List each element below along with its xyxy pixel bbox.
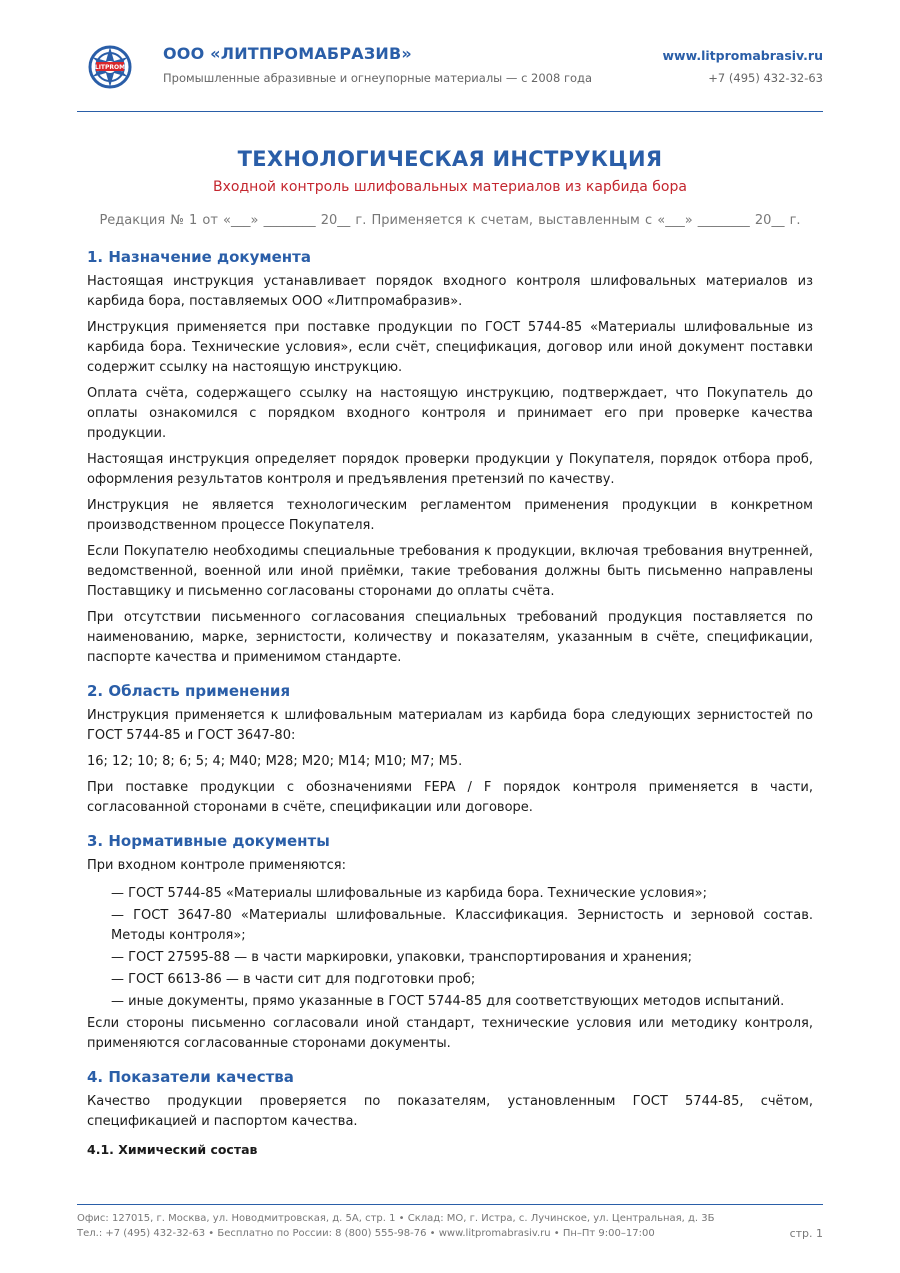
revision-line: Редакция № 1 от «___» ________ 20__ г. Применяется к счетам, выставленным с «___» ________ 20__ г.: [99, 213, 801, 228]
paragraph: Инструкция применяется при поставке продукции по ГОСТ 5744-85 «Материалы шлифовальные из карбида бора. Технические условия», если счёт, спецификация, договор или иной документ поставки содержит ссылку на настоящую инструкцию.: [87, 320, 813, 375]
document-title: ТЕХНОЛОГИЧЕСКАЯ ИНСТРУКЦИЯ: [237, 147, 663, 171]
company-tagline: Промышленные абразивные и огнеупорные материалы — с 2008 года: [163, 71, 593, 85]
paragraph: Инструкция не является технологическим регламентом применения продукции в конкретном производственном процессе Покупателя.: [87, 498, 813, 533]
header-phone: +7 (495) 432-32-63: [708, 71, 823, 85]
website-link[interactable]: www.litpromabrasiv.ru: [662, 48, 823, 63]
list-item: — ГОСТ 6613-86 — в части сит для подготовки проб;: [111, 972, 476, 987]
svg-text:LITPROM: LITPROM: [94, 64, 126, 71]
list-item: — иные документы, прямо указанные в ГОСТ 5744-85 для соответствующих методов испытаний.: [111, 994, 785, 1009]
document-subtitle: Входной контроль шлифовальных материалов из карбида бора: [213, 179, 687, 195]
paragraph: Настоящая инструкция определяет порядок проверки продукции у Покупателя, порядок отбора проб, оформления результатов контроля и предъявления претензий по качеству.: [87, 452, 813, 487]
paragraph: При поставке продукции с обозначениями FEPA / F порядок контроля применяется в части, согласованной сторонами в счёте, спецификации или договоре.: [87, 780, 813, 815]
list-item: — ГОСТ 27595-88 — в части маркировки, упаковки, транспортирования и хранения;: [111, 950, 693, 965]
paragraph: Инструкция применяется к шлифовальным материалам из карбида бора следующих зернистостей по ГОСТ 5744-85 и ГОСТ 3647-80:: [87, 708, 813, 743]
paragraph: При отсутствии письменного согласования специальных требований продукция поставляется по наименованию, марке, зернистости, количеству и показателям, указанным в счёте, спецификации, паспорте качества и применимом стандарте.: [87, 610, 813, 665]
subsection-4-1-title: 4.1. Химический состав: [87, 1142, 258, 1157]
grit-list: 16; 12; 10; 8; 6; 5; 4; М40; М28; М20; М14; М10; М7; М5.: [87, 754, 463, 769]
list-item: — ГОСТ 5744-85 «Материалы шлифовальные из карбида бора. Технические условия»;: [111, 886, 707, 901]
section-2-title: 2. Область применения: [87, 682, 291, 700]
company-logo: [87, 44, 133, 90]
list-item: — ГОСТ 3647-80 «Материалы шлифовальные. Классификация. Зернистость и зерновой состав. Методы контроля»;: [111, 908, 813, 943]
page-number: стр. 1: [789, 1227, 823, 1240]
paragraph: Если Покупателю необходимы специальные требования к продукции, включая требования внутренней, ведомственной, военной или иной приёмки, такие требования должны быть письменно направлены Поставщику и письменно согласованы сторонами до оплаты счёта.: [87, 544, 813, 599]
paragraph: Оплата счёта, содержащего ссылку на настоящую инструкцию, подтверждает, что Покупатель до оплаты ознакомился с порядком входного контроля и принимает его при проверке качества продукции.: [87, 386, 813, 441]
standards-list: [111, 884, 813, 1012]
paragraph: При входном контроле применяются:: [87, 858, 347, 873]
section-3-title: 3. Нормативные документы: [87, 832, 330, 850]
company-block: [163, 44, 592, 85]
paragraph: Качество продукции проверяется по показателям, установленным ГОСТ 5744-85, счётом, спецификацией и паспортом качества.: [87, 1094, 813, 1129]
company-name: ООО «ЛИТПРОМАБРАЗИВ»: [163, 44, 412, 63]
paragraph: Настоящая инструкция устанавливает порядок входного контроля шлифовальных материалов из карбида бора, поставляемых ООО «Литпромабразив».: [87, 274, 813, 309]
page-footer: [77, 1204, 823, 1241]
page-header: [77, 40, 823, 112]
section-4-title: 4. Показатели качества: [87, 1068, 294, 1086]
footer-contacts: Тел.: +7 (495) 432-32-63 • Бесплатно по России: 8 (800) 555-98-76 • www.litpromabrasiv.ru • Пн–Пт 9:00–17:00: [77, 1228, 655, 1239]
section-1-title: 1. Назначение документа: [87, 248, 311, 266]
paragraph: Если стороны письменно согласовали иной стандарт, технические условия или методику контроля, применяются согласованные сторонами документы.: [87, 1016, 813, 1051]
document-body: [87, 248, 813, 1157]
header-contacts: [662, 48, 823, 85]
footer-address: Офис: 127015, г. Москва, ул. Новодмитровская, д. 5А, стр. 1 • Склад: МО, г. Истра, с. Лучинское, ул. Центральная, д. 3Б: [77, 1213, 715, 1224]
